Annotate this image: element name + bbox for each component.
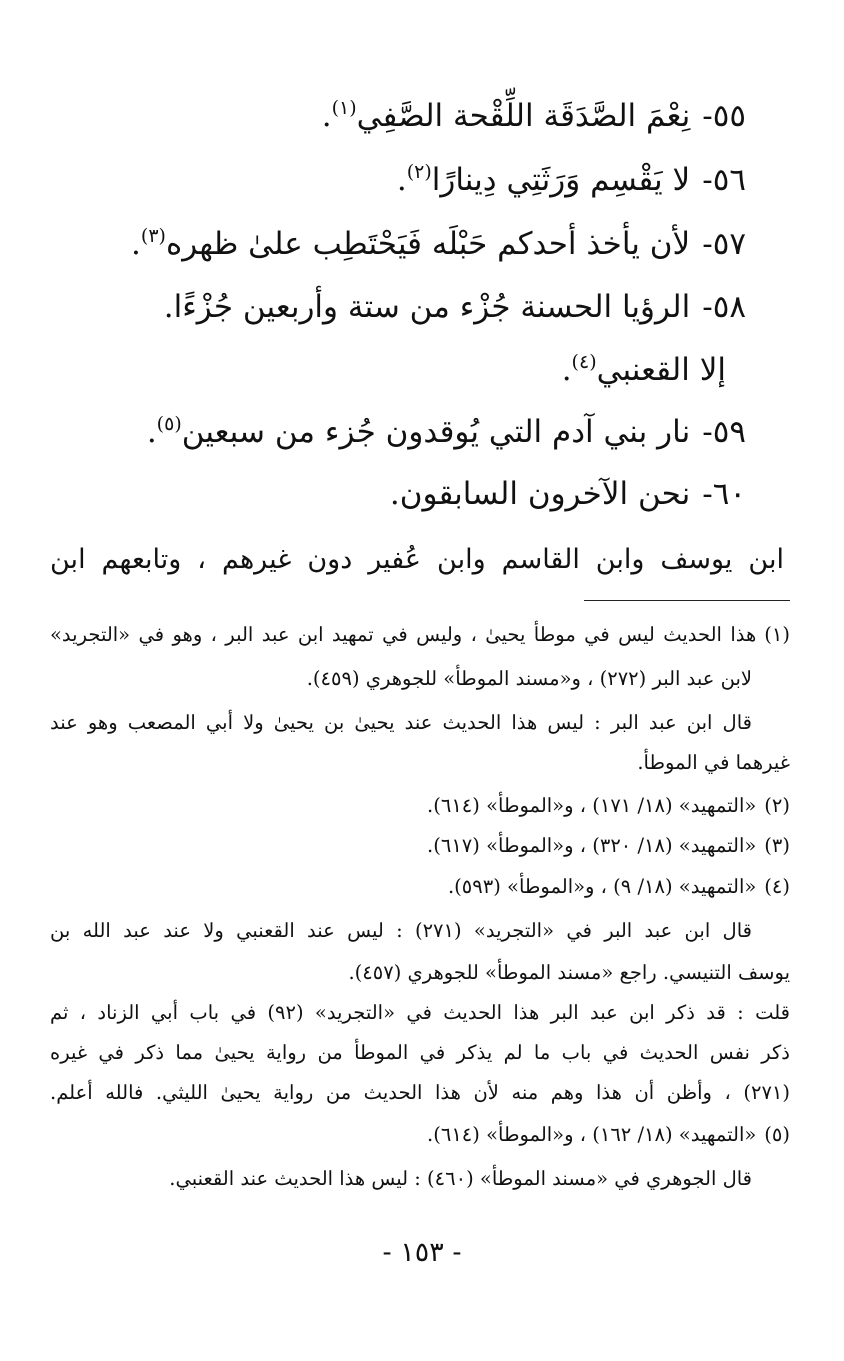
footnote-5-line-2 <box>50 1162 752 1196</box>
footnote-4-line-2 <box>50 914 752 948</box>
hadith-line-56 <box>40 160 746 200</box>
hadith-line-59 <box>40 412 746 452</box>
footnote-text: «التمهيد» (١٨/ ١٧١) ، و«الموطأ» (٦١٤). <box>427 794 757 817</box>
footnote-text: قال ابن عبد البر : ليس هذا الحديث عند يحيىٰ بن يحيىٰ ولا أبي المصعب وهو عند <box>50 711 752 734</box>
line-end: . <box>561 352 572 388</box>
footnote-text: هذا الحديث ليس في موطأ يحيىٰ ، وليس في تمهيد ابن عبد البر ، وهو في «التجريد» <box>50 623 757 646</box>
footnote-text: ذكر نفس الحديث في باب ما لم يذكر في الموطأ من رواية يحيىٰ مما ذكر في غيره <box>50 1041 790 1064</box>
footnote-marker: (٥) <box>156 413 182 435</box>
footnote-3 <box>50 829 790 863</box>
footnote-4-line-5 <box>50 1036 790 1070</box>
footnote-1-line-4 <box>50 746 790 780</box>
footnote-marker: (٤) <box>571 351 597 373</box>
footnote-number: (٥) <box>764 1123 790 1146</box>
footnote-text: «التمهيد» (١٨/ ٩) ، و«الموطأ» (٥٩٣). <box>447 875 757 898</box>
hadith-text: لا يَقْسِم وَرَثَتِي دِينارًا <box>431 162 691 198</box>
hadith-number: ٥٥- <box>702 98 746 134</box>
footnote-1-line-3 <box>50 706 752 740</box>
footnote-text: يوسف التنيسي. راجع «مسند الموطأ» للجوهري (٤٥٧). <box>348 961 790 984</box>
footnote-text: لابن عبد البر (٢٧٢) ، و«مسند الموطأ» للجوهري (٤٥٩). <box>306 667 752 690</box>
footnote-marker: (٢) <box>406 161 432 183</box>
footnote-text: قلت : قد ذكر ابن عبد البر هذا الحديث في «التجريد» (٩٢) في باب أبي الزناد ، ثم <box>50 1001 790 1024</box>
footnote-text: (٢٧١) ، وأظن أن هذا وهم منه لأن هذا الحديث من رواية يحيىٰ الليثي. فالله أعلم. <box>50 1081 790 1104</box>
footnote-marker: (٣) <box>140 225 166 247</box>
footnote-text: قال ابن عبد البر في «التجريد» (٢٧١) : ليس عند القعنبي ولا عند عبد الله بن <box>50 919 752 942</box>
hadith-number: ٥٨- <box>702 289 746 325</box>
hadith-text: نحن الآخرون السابقون. <box>389 476 691 512</box>
footnote-text: «التمهيد» (١٨/ ٣٢٠) ، و«الموطأ» (٦١٧). <box>427 834 757 857</box>
line-end: . <box>396 162 407 198</box>
hadith-text: إلا القعنبي <box>596 352 726 388</box>
hadith-line-58 <box>40 287 746 327</box>
footnote-2 <box>50 789 790 823</box>
footnote-1-line-1 <box>50 618 790 652</box>
footnote-number: (٣) <box>764 834 790 857</box>
hadith-line-55 <box>40 96 746 136</box>
hadith-number: ٥٩- <box>702 414 746 450</box>
line-end: . <box>321 98 332 134</box>
hadith-number: ٥٦- <box>702 162 746 198</box>
footnote-text: «التمهيد» (١٨/ ١٦٢) ، و«الموطأ» (٦١٤). <box>427 1123 757 1146</box>
hadith-line-60 <box>40 474 746 514</box>
footnote-4 <box>50 870 790 904</box>
hadith-line-57 <box>40 224 746 264</box>
hadith-text: لأن يأخذ أحدكم حَبْلَه فَيَحْتَطِب علىٰ ظهره <box>165 226 691 262</box>
footnote-4-line-6 <box>50 1076 790 1110</box>
hadith-line-58-note <box>40 350 726 390</box>
hadith-text: نار بني آدم التي يُوقدون جُزء من سبعين <box>181 414 691 450</box>
line-end: . <box>131 226 141 262</box>
footnote-separator <box>584 600 790 601</box>
footnote-4-line-3 <box>50 956 790 990</box>
hadith-text: نِعْمَ الصَّدَقَة اللِّقْحة الصَّفِي <box>356 98 691 134</box>
hadith-text: الرؤيا الحسنة جُزْء من ستة وأربعين جُزْءًا. <box>163 289 691 325</box>
line-end: . <box>146 414 157 450</box>
footnote-marker: (١) <box>331 97 357 119</box>
footnote-4-line-4 <box>50 996 790 1030</box>
footnote-text: غيرهما في الموطأ. <box>637 751 790 774</box>
footnote-number: (١) <box>764 623 790 646</box>
continuation-line: ابن يوسف وابن القاسم وابن عُفير دون غيرهم ، وتابعهم ابن <box>50 544 784 575</box>
footnote-1-line-2 <box>50 662 752 696</box>
page-number: - ١٥٣ - <box>382 1237 462 1268</box>
footnote-number: (٢) <box>764 794 790 817</box>
footnote-5 <box>50 1118 790 1152</box>
footnote-number: (٤) <box>764 875 790 898</box>
footnote-text: قال الجوهري في «مسند الموطأ» (٤٦٠) : ليس هذا الحديث عند القعنبي. <box>169 1167 752 1190</box>
hadith-number: ٥٧- <box>702 226 746 262</box>
hadith-number: ٦٠- <box>702 476 746 512</box>
